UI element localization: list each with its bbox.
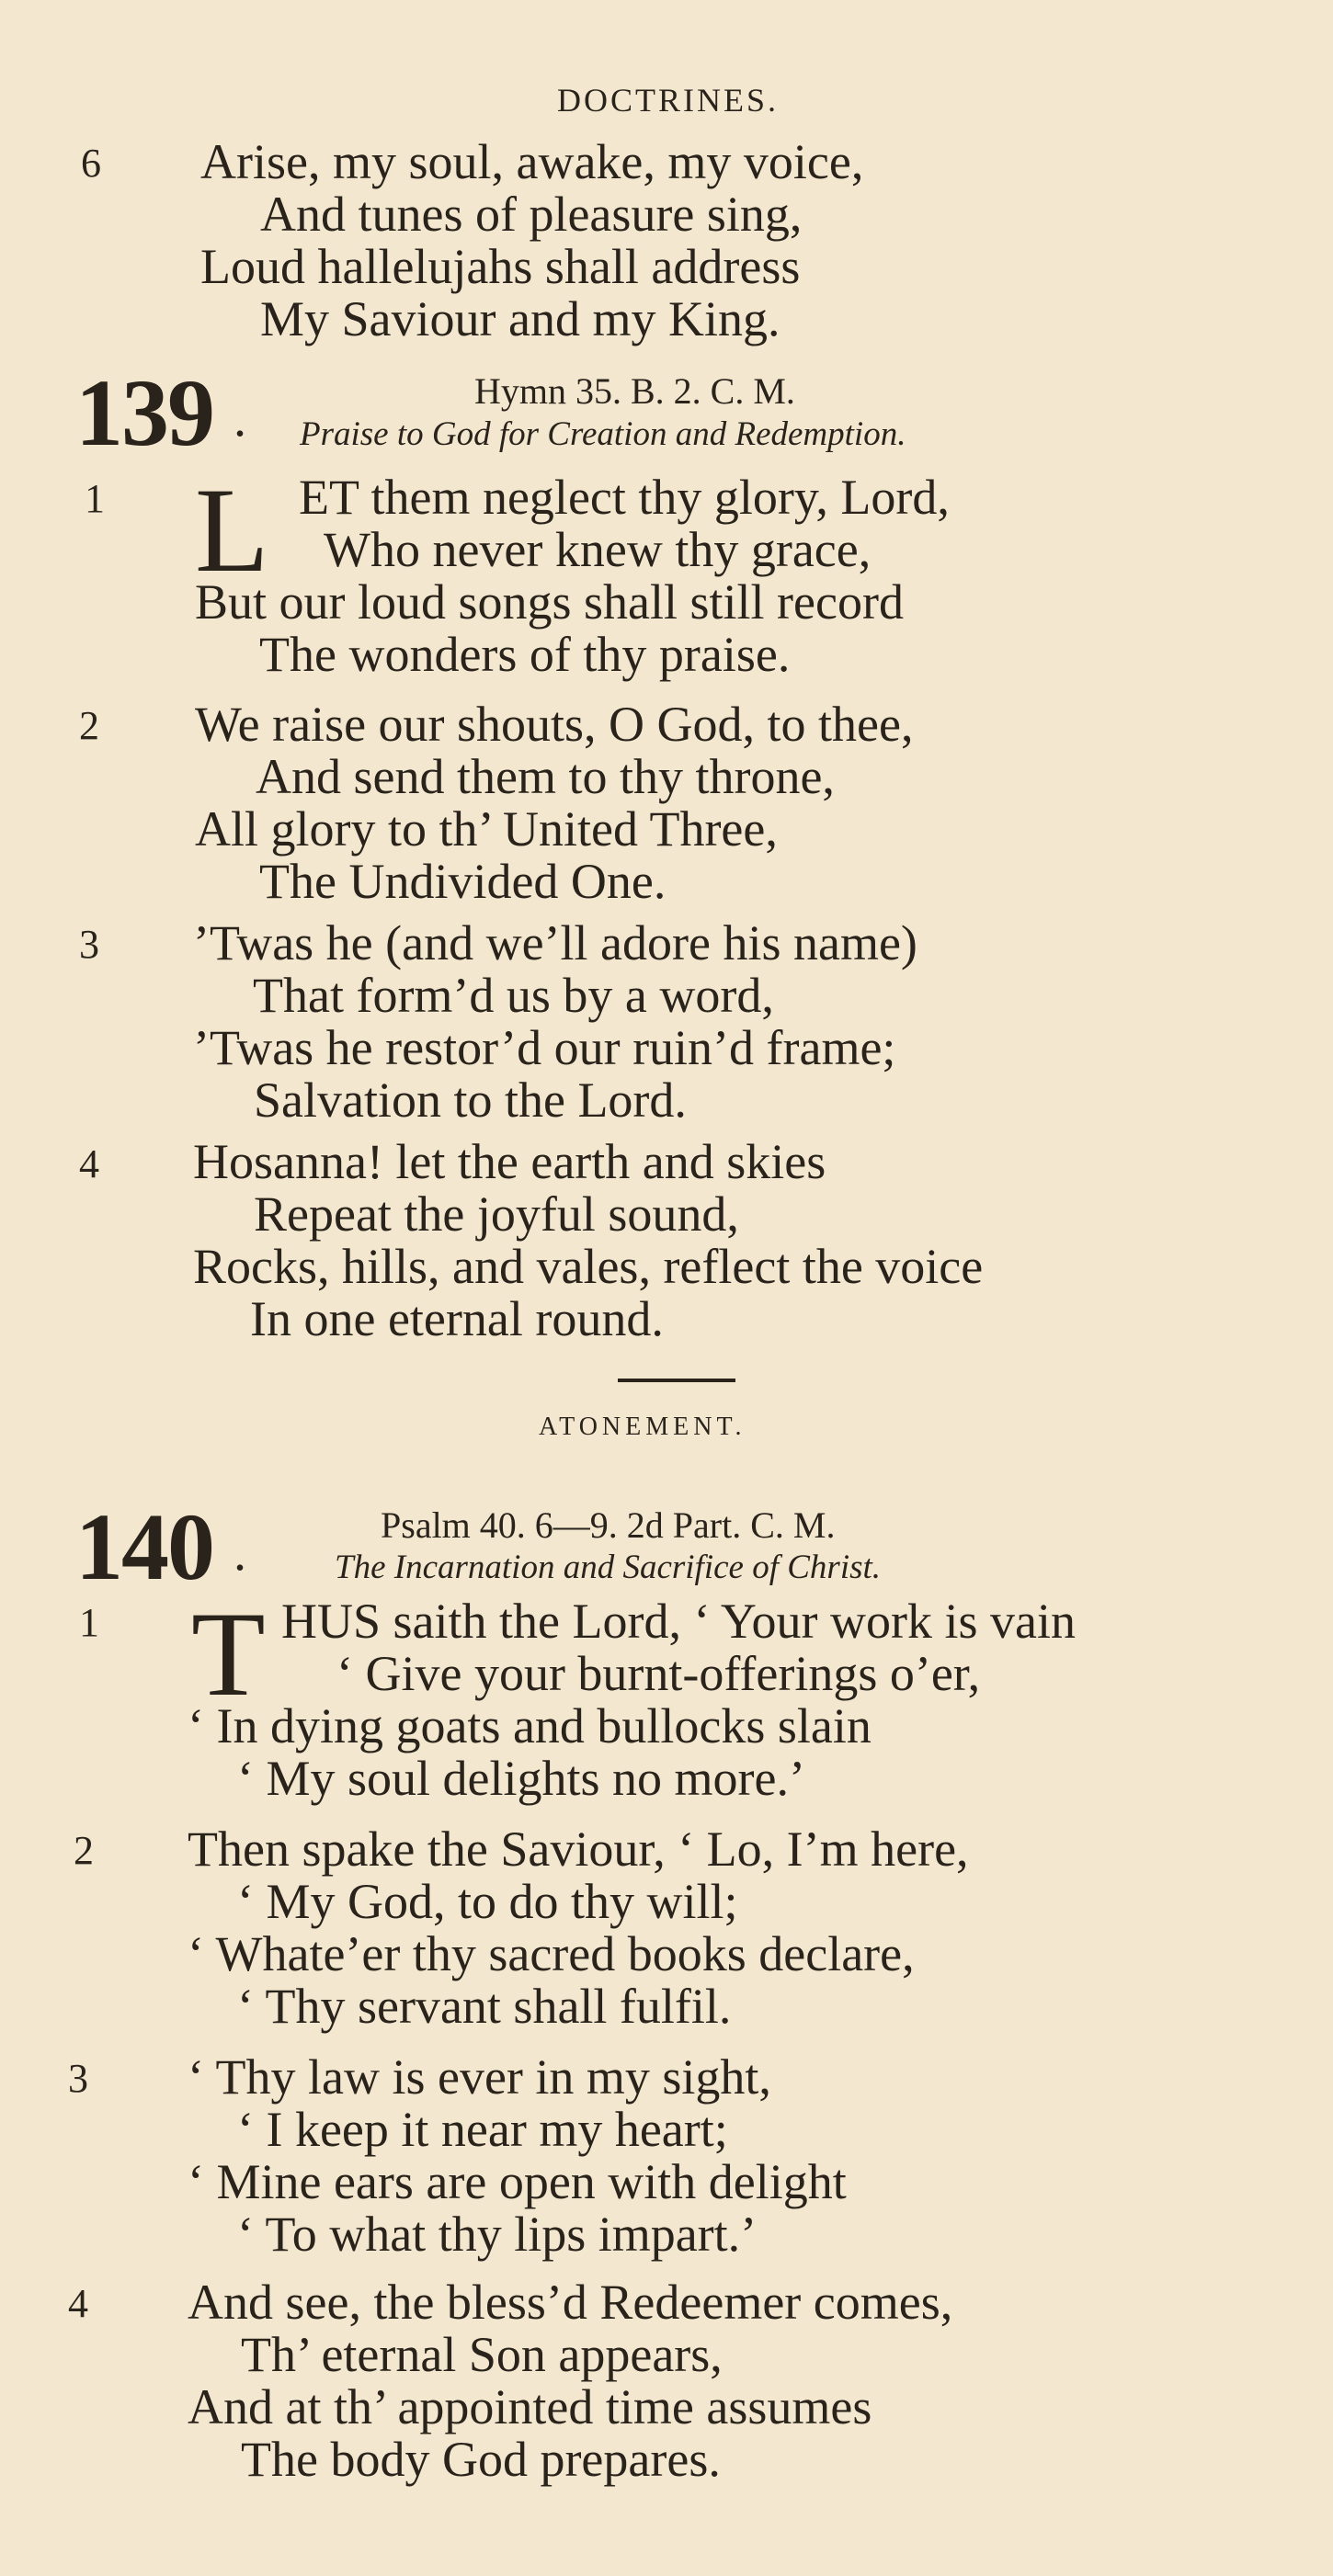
hymn-line: All glory to th’ United Three, — [195, 801, 778, 857]
hymn-meter: Hymn 35. B. 2. C. M. — [474, 370, 795, 412]
hymn-line: ET them neglect thy glory, Lord, — [299, 470, 950, 525]
section-divider — [618, 1379, 735, 1382]
hymn-line: But our loud songs shall still record — [195, 574, 904, 630]
hymn-number-dot: . — [234, 1525, 246, 1582]
hymn-line: ‘ My soul delights no more.’ — [237, 1751, 805, 1806]
drop-cap: T — [191, 1586, 266, 1721]
verse-number: 1 — [85, 476, 105, 521]
hymn-line: ‘ Whate’er thy sacred books declare, — [188, 1926, 915, 1981]
verse-number: 6 — [81, 141, 101, 186]
drop-cap: L — [195, 462, 269, 597]
hymn-line: Rocks, hills, and vales, reflect the voice — [193, 1239, 984, 1294]
hymn-line: That form’d us by a word, — [253, 968, 774, 1023]
verse-number: 4 — [79, 1141, 99, 1186]
hymn-line: HUS saith the Lord, ‘ Your work is vain — [281, 1594, 1076, 1649]
hymn-number-dot: . — [234, 391, 246, 448]
hymn-line: The body God prepares. — [241, 2432, 721, 2487]
running-head: DOCTRINES. — [557, 82, 780, 119]
hymn-line: ‘ To what thy lips impart.’ — [237, 2207, 758, 2262]
hymn-line: The wonders of thy praise. — [259, 627, 791, 682]
hymn-number: 140 — [75, 1494, 213, 1600]
hymn-line: Loud hallelujahs shall address — [200, 239, 801, 294]
hymn-line: The Undivided One. — [259, 854, 666, 909]
section-heading: ATONEMENT. — [539, 1413, 746, 1441]
hymn-line: Who never knew thy grace, — [324, 522, 872, 577]
hymn-line: In one eternal round. — [250, 1291, 664, 1346]
hymn-line: Arise, my soul, awake, my voice, — [200, 134, 864, 189]
verse-number: 4 — [68, 2281, 88, 2326]
hymn-title: The Incarnation and Sacrifice of Christ. — [335, 1549, 882, 1586]
hymn-number: 139 — [75, 360, 213, 466]
hymn-line: Repeat the joyful sound, — [254, 1186, 739, 1242]
verse-number: 1 — [79, 1600, 99, 1645]
hymn-meter: Psalm 40. 6—9. 2d Part. C. M. — [381, 1504, 836, 1546]
verse-number: 3 — [68, 2056, 88, 2101]
hymn-line: ’Twas he (and we’ll adore his name) — [193, 915, 917, 970]
hymn-line: Then spake the Saviour, ‘ Lo, I’m here, — [188, 1821, 969, 1877]
hymn-line: And at th’ appointed time assumes — [188, 2379, 872, 2434]
hymn-line: We raise our shouts, O God, to thee, — [195, 697, 914, 752]
hymn-line: And see, the bless’d Redeemer comes, — [188, 2275, 953, 2330]
hymn-line: ‘ In dying goats and bullocks slain — [188, 1698, 872, 1753]
hymn-line: My Saviour and my King. — [260, 291, 780, 346]
hymn-line: And send them to thy throne, — [256, 749, 835, 804]
hymn-line: ’Twas he restor’d our ruin’d frame; — [193, 1020, 896, 1075]
verse-number: 3 — [79, 922, 99, 967]
hymn-line: ‘ I keep it near my heart; — [237, 2102, 728, 2157]
verse-number: 2 — [74, 1828, 94, 1873]
hymn-line: ‘ My God, to do thy will; — [237, 1874, 738, 1929]
hymn-line: And tunes of pleasure sing, — [260, 187, 803, 242]
hymn-line: Hosanna! let the earth and skies — [193, 1134, 826, 1189]
hymn-line: Salvation to the Lord. — [254, 1072, 687, 1128]
hymn-title: Praise to God for Creation and Redemption. — [300, 415, 906, 453]
hymn-line: ‘ Mine ears are open with delight — [188, 2154, 847, 2209]
hymn-line: ‘ Give your burnt-offerings o’er, — [336, 1646, 981, 1701]
verse-number: 2 — [79, 703, 99, 748]
hymn-line: ‘ Thy law is ever in my sight, — [188, 2049, 771, 2105]
hymn-line: Th’ eternal Son appears, — [241, 2327, 723, 2382]
hymn-line: ‘ Thy servant shall fulfil. — [237, 1979, 732, 2034]
